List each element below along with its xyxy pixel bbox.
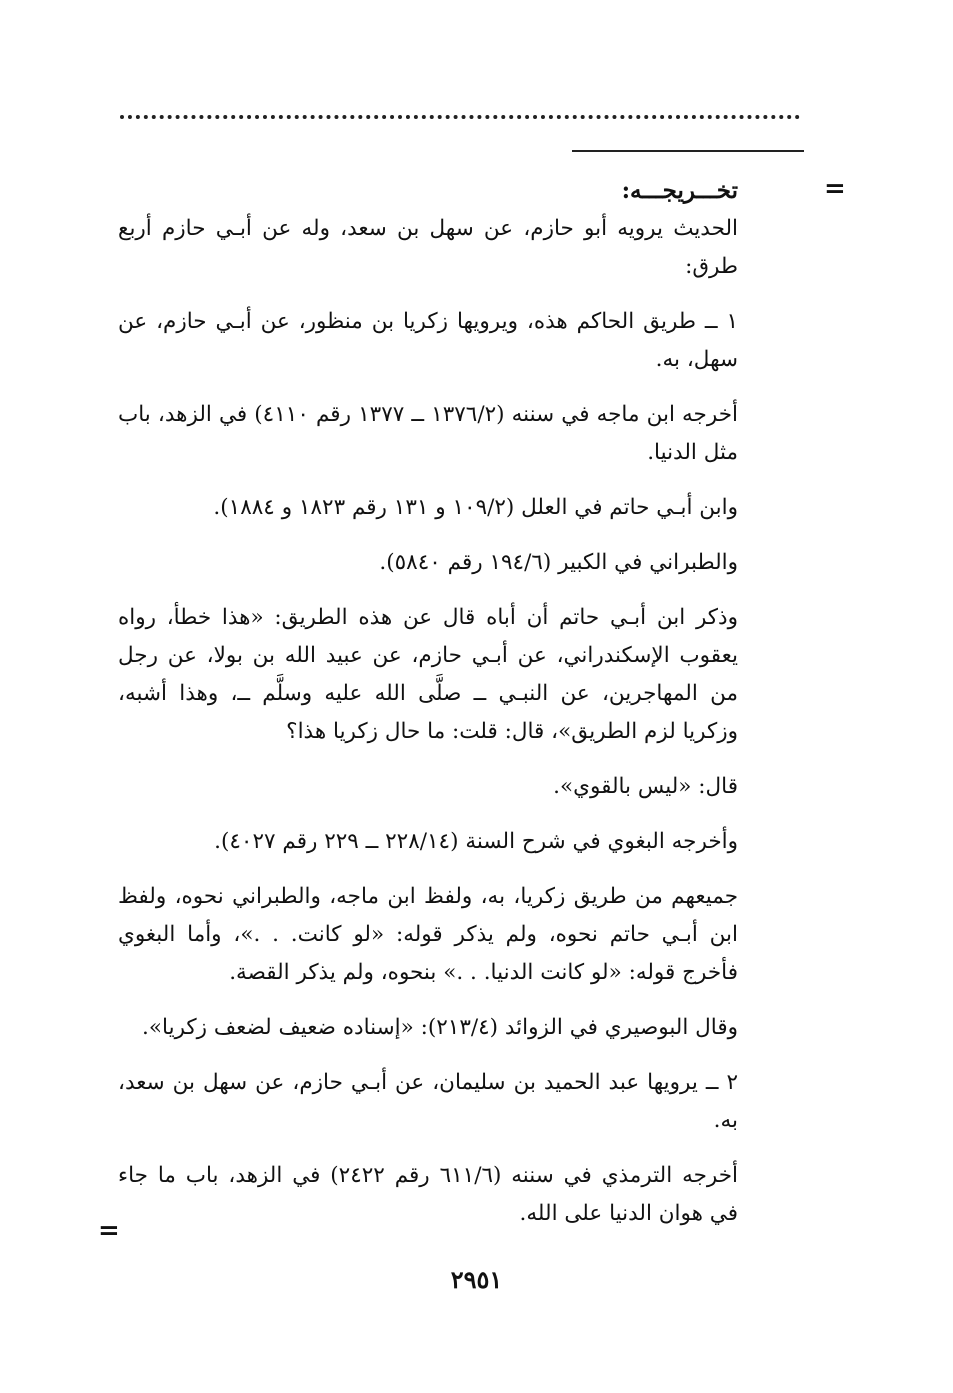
paragraph: والطبراني في الكبير (١٩٤/٦ رقم ٥٨٤٠). [379, 550, 738, 575]
paragraph: ٢ ــ يرويها عبد الحميد بن سليمان، عن أبـي حازم، عن سهل بن سعد، به. [118, 1070, 738, 1133]
paragraph: وذكر ابن أبـي حاتم أن أباه قال عن هذه الطريق: «هذا خطأ، رواه يعقوب الإسكندراني، عن أبـي حازم، عن عبيد الله بن بولا، عن رجل من المهاجرين، عن النبـي ــ صلَّى الله عليه وسلَّم ــ، وهذا أشبه، وزكريا لزم الطريق»، قال: قلت: ما حال زكريا هذا؟ [118, 605, 738, 744]
paragraph: جميعهم من طريق زكريا، به، ولفظ ابن ماجه، والطبراني نحوه، ولفظ ابن أبـي حاتم نحوه، ولم يذكر قوله: «لو كانت. . .»، وأما البغوي فأخرج قوله: «لو كانت الدنيا. . .» بنحوه، ولم يذكر القصة. [118, 884, 738, 985]
paragraph: الحديث يرويه أبو حازم، عن سهل بن سعد، وله عن أبـي حازم أربع طرق: [118, 216, 738, 279]
footnote-body [118, 172, 738, 1250]
paragraph: وقال البوصيري في الزوائد (٢١٣/٤): «إسناده ضعيف لضعف زكريا». [142, 1015, 738, 1040]
paragraph: أخرجه الترمذي في سننه (٦١١/٦ رقم ٢٤٢٢) في الزهد، باب ما جاء في هوان الدنيا على الله. [118, 1163, 739, 1226]
paragraph: وابن أبـي حاتم في العلل (١٠٩/٢ و ١٣١ رقم ١٨٢٣ و ١٨٨٤). [213, 495, 738, 520]
paragraph: ١ ــ طريق الحاكم هذه، ويرويها زكريا بن منظور، عن أبـي حازم، عن سهل، به. [118, 309, 738, 372]
paragraph: أخرجه ابن ماجه في سننه (١٣٧٦/٢ ــ ١٣٧٧ رقم ٤١١٠) في الزهد، باب مثل الدنيا. [118, 402, 738, 465]
section-heading: تخـــريجـــه: [621, 177, 738, 204]
paragraph: قال: «ليس بالقوي». [553, 774, 738, 799]
continuation-marker-bottom: = [98, 1216, 120, 1246]
dotted-separator [120, 115, 800, 119]
paragraph: وأخرجه البغوي في شرح السنة (٢٢٨/١٤ ــ ٢٢٩ رقم ٤٠٢٧). [214, 829, 738, 854]
page-number: ٢٩٥١ [450, 1265, 503, 1294]
footnote-rule [572, 150, 804, 152]
continuation-marker-top: = [824, 174, 846, 204]
